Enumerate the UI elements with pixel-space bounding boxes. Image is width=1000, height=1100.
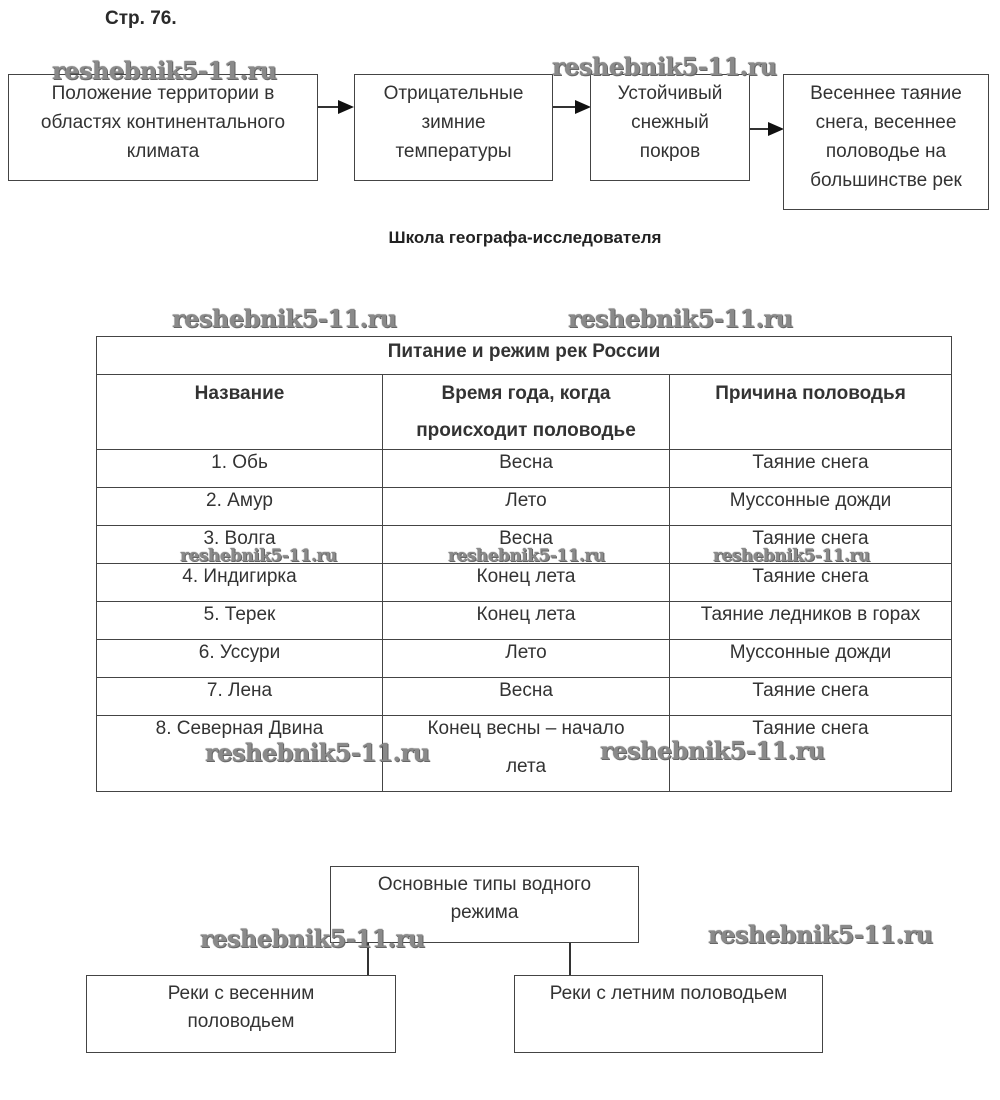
flow-box-text: снега, весеннее (815, 112, 957, 133)
cell-cause: Муссонные дожди (670, 640, 952, 678)
watermark: reshebnik5-11.ru (200, 924, 425, 953)
table-row (97, 602, 952, 640)
cell-cause: Таяние снега (670, 450, 952, 488)
cell-name: 7. Лена (97, 678, 383, 716)
flow-box-spring-flood (783, 74, 989, 210)
cell-season: Весна (383, 526, 670, 564)
connector-line (553, 106, 577, 108)
connector-line (750, 128, 770, 130)
cell-season: Весна (383, 450, 670, 488)
table-row (97, 678, 952, 716)
section-title: Школа географа-исследователя (388, 228, 662, 247)
column-header-name: Название (97, 375, 383, 450)
header-line: происходит половодье (416, 420, 636, 441)
cell-cause: Таяние снега (670, 716, 952, 792)
flow-box-text: покров (639, 141, 701, 162)
watermark: reshebnik5-11.ru (448, 546, 605, 566)
cell-season: Лето (383, 488, 670, 526)
cell-season-line: Конец весны – начало (427, 718, 625, 739)
watermark: reshebnik5-11.ru (552, 52, 777, 81)
cell-cause: Таяние снега (670, 564, 952, 602)
flow-box-text: областях континентального (40, 112, 286, 133)
tree-box-text: Реки с весенним (167, 983, 315, 1004)
watermark: reshebnik5-11.ru (568, 304, 793, 333)
flow-box-negative-temps (354, 74, 553, 181)
tree-box-text: Реки с летним половодьем (549, 983, 788, 1004)
flow-box-text: Положение территории в (51, 83, 275, 104)
tree-box-text: половодьем (187, 1011, 295, 1032)
watermark: reshebnik5-11.ru (180, 546, 337, 566)
tree-root-text: Основные типы водного (377, 874, 592, 895)
cell-name: 5. Терек (97, 602, 383, 640)
connector-line (318, 106, 340, 108)
flow-box-location (8, 74, 318, 181)
cell-cause: Муссонные дожди (670, 488, 952, 526)
cell-name: 3. Волга (97, 526, 383, 564)
page-label: Стр. 76. (105, 8, 177, 29)
tree-root-text: режима (450, 902, 519, 923)
arrow-right-icon (338, 100, 354, 114)
table-caption: Питание и режим рек России (97, 337, 952, 375)
watermark: reshebnik5-11.ru (52, 56, 277, 85)
table-caption-row (97, 337, 952, 375)
flow-box-text: климата (126, 141, 200, 162)
tree-box-summer-flood (514, 975, 823, 1053)
header-line: Время года, когда (441, 383, 611, 404)
flow-box-text: Отрицательные (383, 83, 524, 104)
tree-box-spring-flood (86, 975, 396, 1053)
flow-box-text: большинстве рек (810, 170, 962, 191)
table-header-row (97, 375, 952, 450)
watermark: reshebnik5-11.ru (708, 920, 933, 949)
flow-box-snow-cover (590, 74, 750, 181)
table-row (97, 488, 952, 526)
flow-box-text: Весеннее таяние (810, 83, 962, 104)
table-row (97, 640, 952, 678)
cell-name: 2. Амур (97, 488, 383, 526)
cell-name: 4. Индигирка (97, 564, 383, 602)
cell-season: Весна (383, 678, 670, 716)
cell-name: 8. Северная Двина (97, 716, 383, 792)
arrow-right-icon (768, 122, 784, 136)
column-header-cause: Причина половодья (670, 375, 952, 450)
flow-box-text: температуры (395, 141, 512, 162)
tree-connector-right (569, 943, 571, 975)
watermark: reshebnik5-11.ru (172, 304, 397, 333)
table-row (97, 564, 952, 602)
cell-cause: Таяние ледников в горах (670, 602, 952, 640)
watermark: reshebnik5-11.ru (600, 736, 825, 765)
flow-box-text: половодье на (825, 141, 947, 162)
watermark: reshebnik5-11.ru (713, 546, 870, 566)
cell-name: 6. Уссури (97, 640, 383, 678)
watermark: reshebnik5-11.ru (205, 738, 430, 767)
cell-season-line: лета (505, 756, 547, 777)
cell-name: 1. Обь (97, 450, 383, 488)
cell-season: Лето (383, 640, 670, 678)
flow-box-text: зимние (421, 112, 486, 133)
cell-cause: Таяние снега (670, 678, 952, 716)
table-row (97, 450, 952, 488)
arrow-right-icon (575, 100, 591, 114)
column-header-season (383, 375, 670, 450)
flow-box-text: Устойчивый (617, 83, 723, 104)
cell-season: Конец лета (383, 564, 670, 602)
cell-season: Конец лета (383, 602, 670, 640)
cell-cause: Таяние снега (670, 526, 952, 564)
flow-box-text: снежный (631, 112, 709, 133)
